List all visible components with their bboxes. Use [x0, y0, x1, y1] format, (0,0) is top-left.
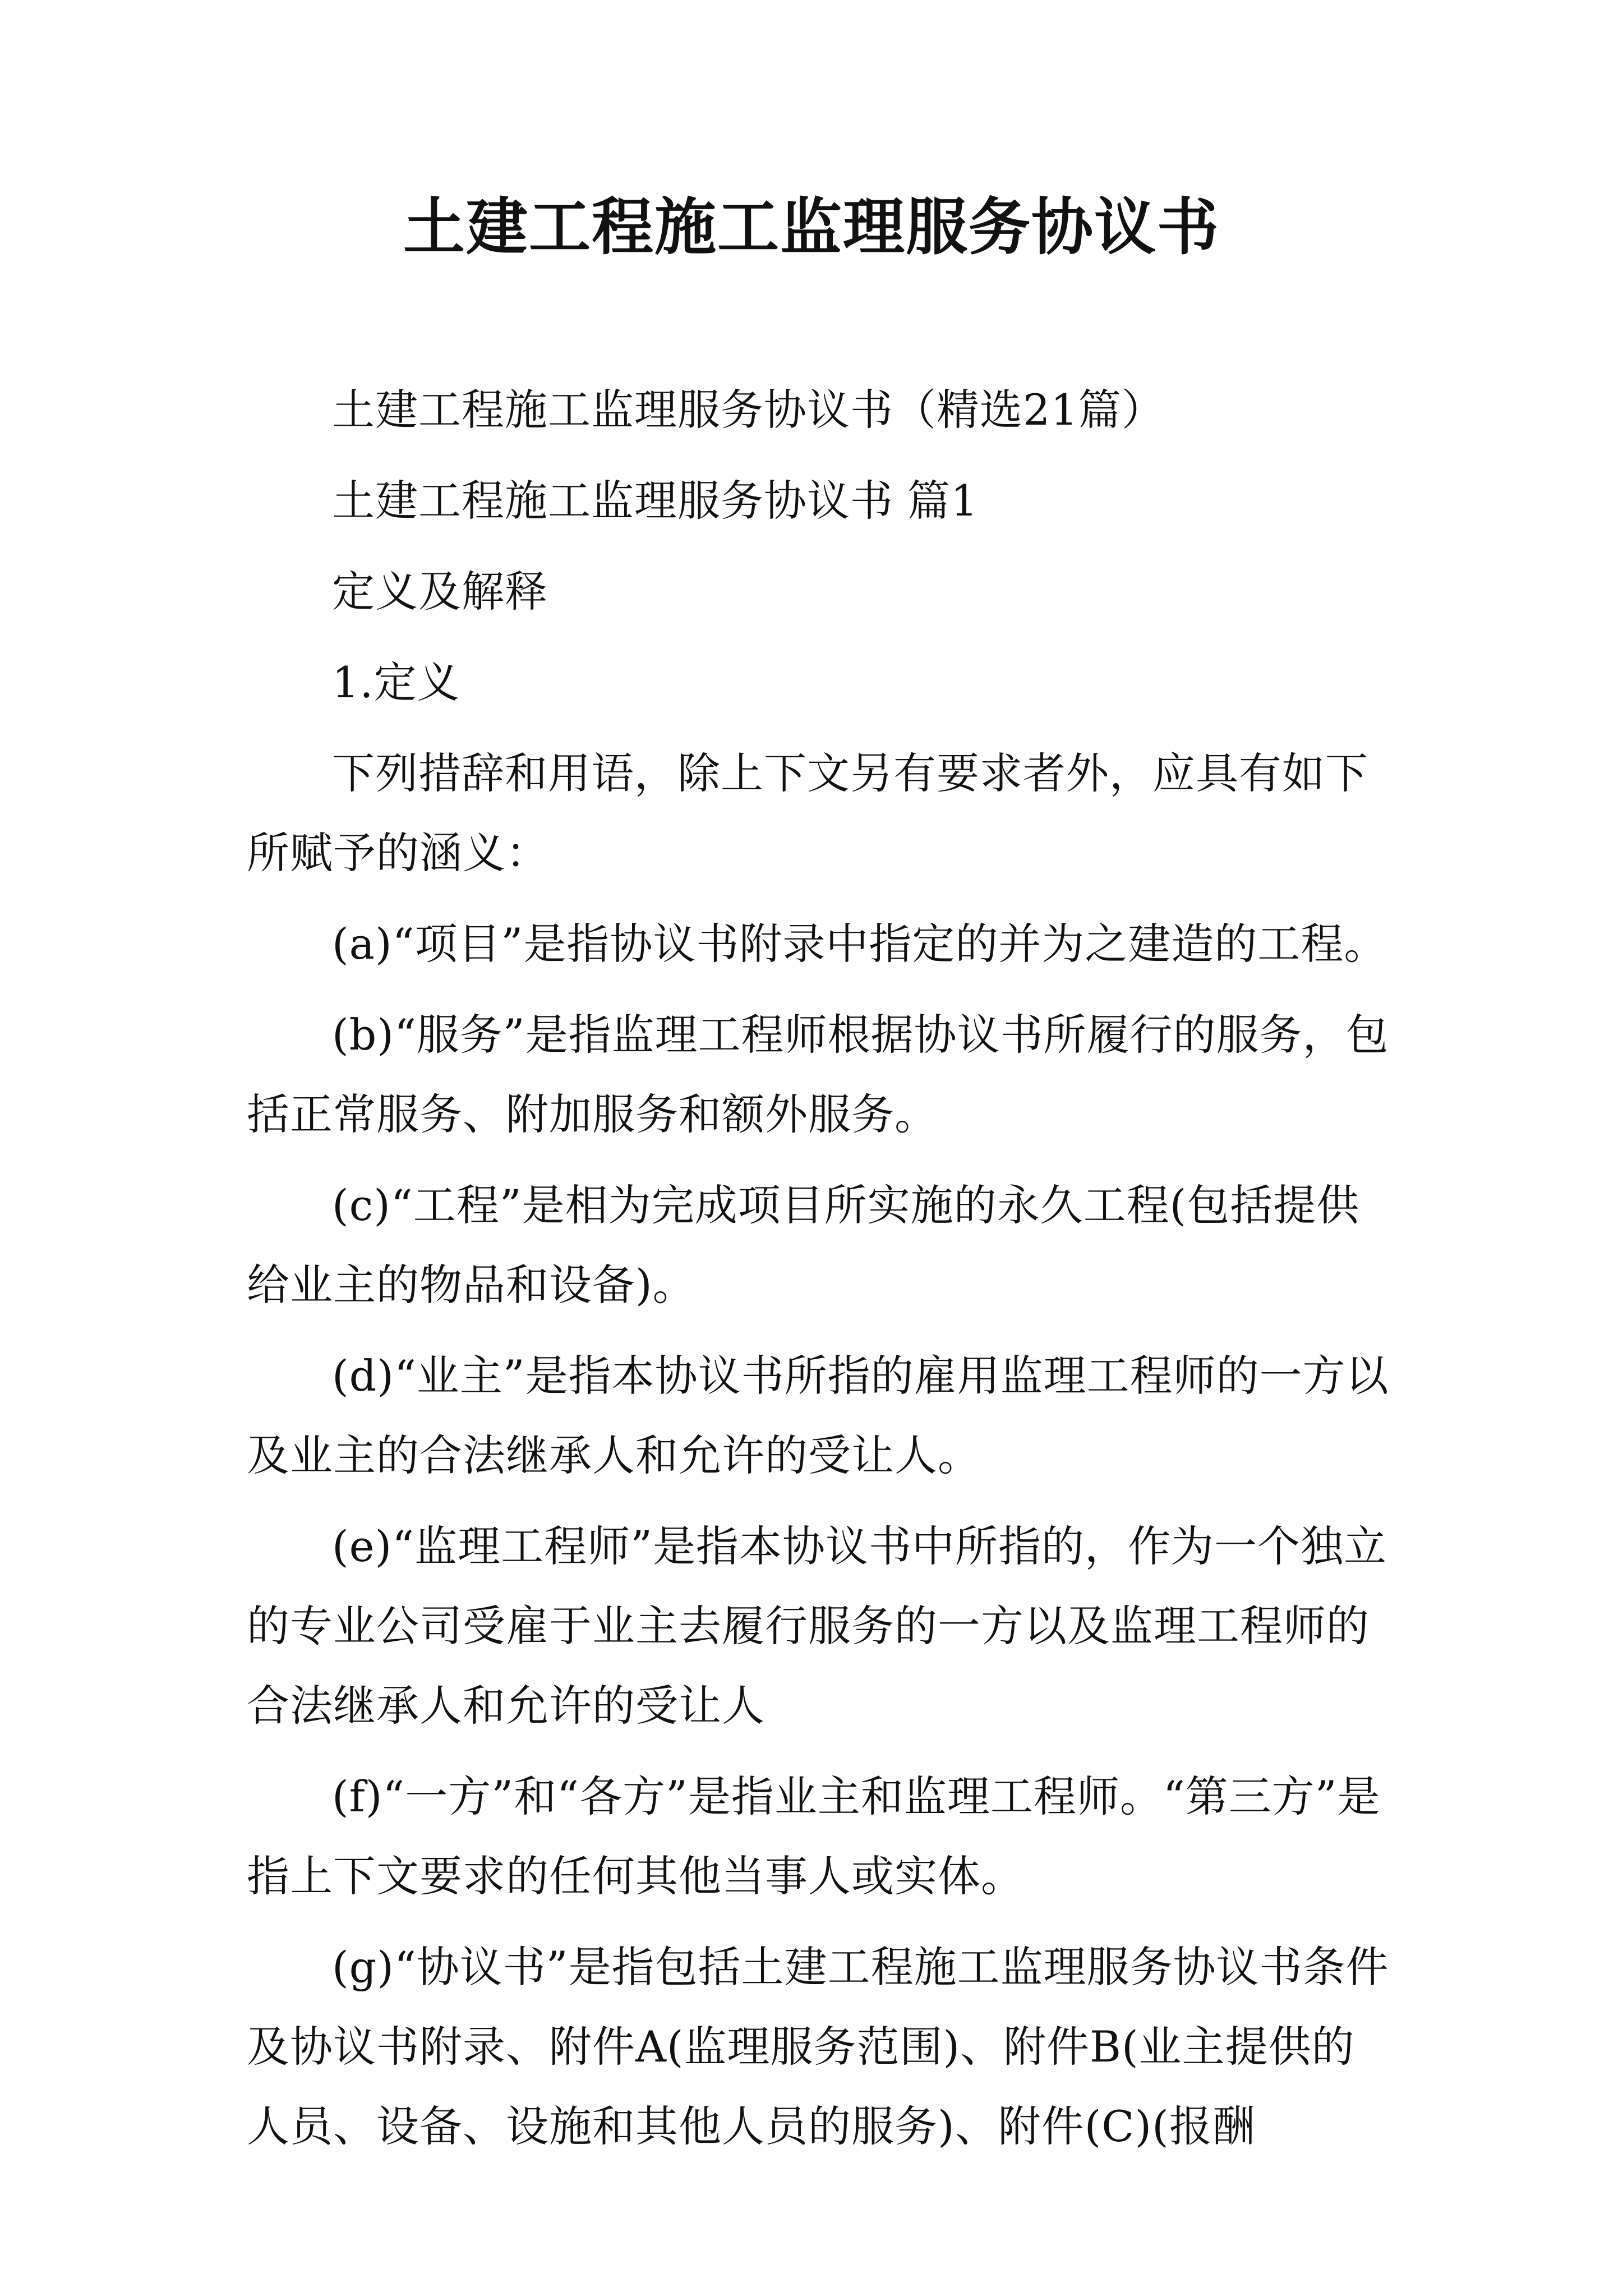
- paragraph-item-d: (d)“业主”是指本协议书所指的雇用监理工程师的一方以及业主的合法继承人和允许的受让人。: [247, 1351, 1389, 1480]
- paragraph-definition-heading: 1.定义: [332, 657, 460, 707]
- document-title: 土建工程施工监理服务协议书: [403, 191, 1220, 263]
- paragraph-intro: 下列措辞和用语，除上下文另有要求者外，应具有如下所赋予的涵义：: [247, 748, 1368, 878]
- paragraph-item-f: (f)“一方”和“各方”是指业主和监理工程师。“第三方”是指上下文要求的任何其他当事人或实体。: [247, 1772, 1381, 1901]
- paragraph-collection-title: 土建工程施工监理服务协议书（精选21篇）: [332, 385, 1165, 435]
- paragraph-item-b: (b)“服务”是指监理工程师根据协议书所履行的服务，包括正常服务、附加服务和额外服务。: [247, 1010, 1389, 1139]
- document-body: [247, 370, 1396, 2178]
- paragraph-item-g: (g)“协议书”是指包括土建工程施工监理服务协议书条件及协议书附录、附件A(监理服务范围)、附件B(业主提供的人员、设备、设施和其他人员的服务)、附件(C)(报酬: [247, 1942, 1389, 2151]
- paragraph-item-e: (e)“监理工程师”是指本协议书中所指的，作为一个独立的专业公司受雇于业主去履行服务的一方以及监理工程师的合法继承人和允许的受让人: [247, 1521, 1387, 1731]
- paragraph-item-a: (a)“项目”是指协议书附录中指定的并为之建造的工程。: [332, 919, 1387, 969]
- paragraph-section-heading: 定义及解释: [332, 567, 548, 616]
- paragraph-item-c: (c)“工程”是相为完成项目所实施的永久工程(包括提供给业主的物品和设备)。: [247, 1180, 1360, 1310]
- paragraph-article-heading: 土建工程施工监理服务协议书 篇1: [332, 476, 979, 526]
